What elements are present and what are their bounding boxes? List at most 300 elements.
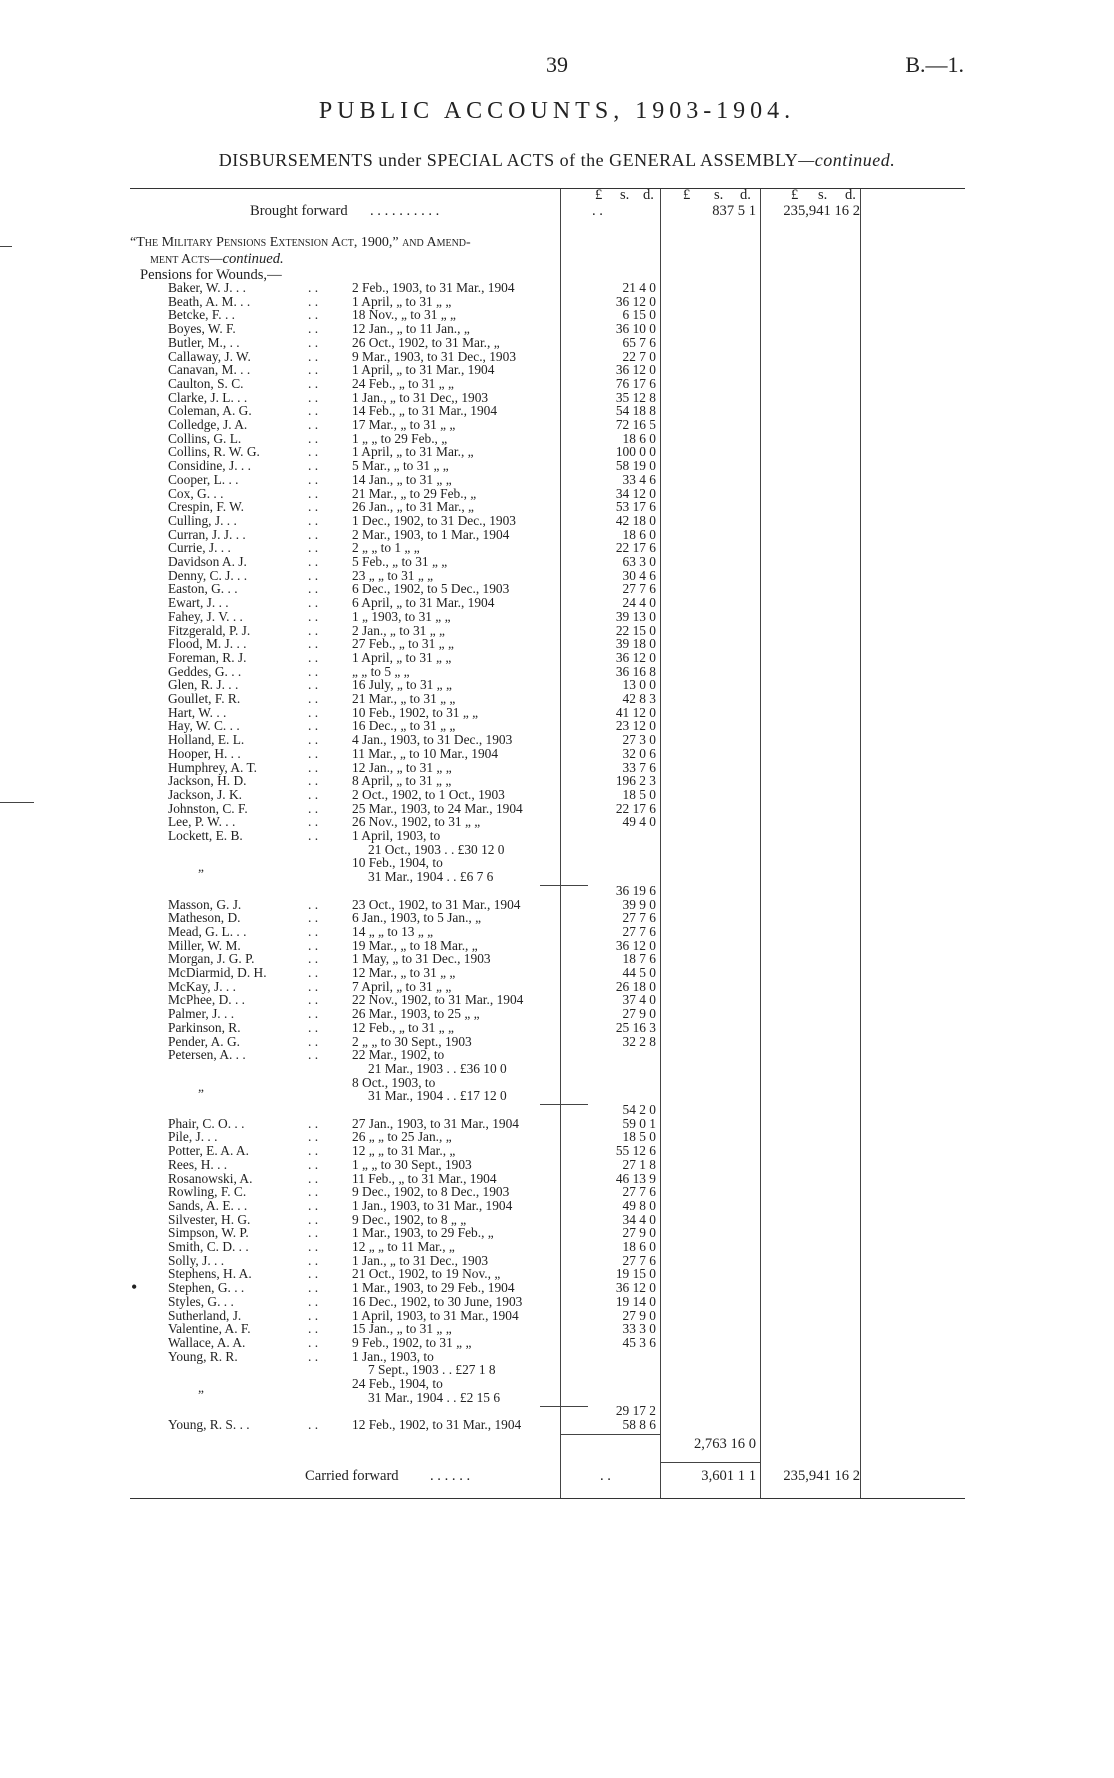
- pension-amount: 58 19 0: [615, 458, 656, 474]
- pensioner-name: Silvester, H. G.: [168, 1211, 251, 1227]
- row-dots: . .: [308, 1033, 319, 1049]
- pensioner-name: Clarke, J. L. . .: [168, 389, 248, 405]
- pensioner-name: McPhee, D. . .: [168, 992, 245, 1008]
- pensioner-name: Ewart, J. . .: [168, 595, 229, 611]
- subtotal: 2,763 16 0: [693, 1435, 756, 1452]
- carried-forward-col2: 3,601 1 1: [701, 1467, 756, 1484]
- pensioner-name: Considine, J. . .: [168, 458, 251, 474]
- margin-mark: [0, 802, 34, 803]
- pensioner-name: Phair, C. O. . .: [168, 1115, 245, 1131]
- pension-amount: 18 6 0: [622, 1239, 656, 1254]
- pensioner-name: Denny, C. J. . .: [168, 567, 248, 583]
- pension-period: 16 July, „ to 31 „ „: [352, 677, 452, 693]
- row-dots: . .: [308, 1047, 319, 1063]
- pension-amount: 44 5 0: [622, 965, 656, 980]
- pension-amount: 65 7 6: [622, 334, 656, 350]
- header-pounds: £: [791, 187, 799, 203]
- pension-amount: 72 16 5: [615, 417, 656, 432]
- pension-period: 9 Feb., 1902, to 31 „ „: [352, 1334, 472, 1350]
- row-dots: . .: [308, 663, 319, 679]
- pension-period: 1 „ 1903, to 31 „ „: [352, 608, 451, 624]
- pension-period: 1 April, 1903, to 31 Mar., 1904: [352, 1307, 519, 1323]
- pensioner-name: Baker, W. J. . .: [168, 280, 246, 295]
- row-dots: . .: [308, 389, 319, 405]
- row-dots: . .: [308, 1239, 319, 1254]
- row-dots: . .: [308, 334, 319, 350]
- ditto-mark: „: [198, 1380, 204, 1395]
- pension-period: 6 Dec., 1902, to 5 Dec., 1903: [352, 581, 510, 597]
- pensioner-name: Styles, G. . .: [168, 1293, 234, 1309]
- pensioner-name: Foreman, R. J.: [168, 649, 247, 665]
- pension-amount: 45 3 6: [622, 1334, 656, 1350]
- pension-period: 5 Mar., „ to 31 „ „: [352, 458, 449, 474]
- pensioner-name: Cooper, L. . .: [168, 471, 239, 487]
- pension-amount: 34 4 0: [622, 1211, 656, 1227]
- pension-period: 12 „ „ to 31 Mar., „: [352, 1143, 456, 1159]
- pension-amount: 33 7 6: [622, 759, 656, 775]
- pension-period: 26 Oct., 1902, to 31 Mar., „: [352, 334, 500, 350]
- pensioner-name: Easton, G. . .: [168, 581, 238, 597]
- pension-amount: 27 7 6: [622, 1184, 656, 1200]
- row-dots: . .: [308, 1197, 319, 1213]
- pensioner-name: Jackson, H. D.: [168, 773, 247, 789]
- pension-amount: 22 7 0: [622, 348, 656, 364]
- pensioner-name: Curran, J. J. . .: [168, 526, 246, 542]
- pensioner-name: Fahey, J. V. . .: [168, 608, 243, 624]
- pension-period: 1 Mar., 1903, to 29 Feb., „: [352, 1225, 494, 1241]
- pension-period: 26 „ „ to 25 Jan., „: [352, 1129, 452, 1145]
- pension-period: 1 Jan., 1903, to 31 Mar., 1904: [352, 1197, 513, 1213]
- pension-period: 6 April, „ to 31 Mar., 1904: [352, 595, 495, 611]
- pensioner-name: Sands, A. E. . .: [168, 1197, 248, 1213]
- row-dots: . .: [308, 458, 319, 474]
- margin-mark: [0, 246, 12, 247]
- row-dots: . .: [308, 1129, 319, 1145]
- pension-period: 1 Jan., „ to 31 Dec., 1903: [352, 1252, 489, 1268]
- pensioner-name: Humphrey, A. T.: [168, 759, 258, 775]
- pension-period: 21 Oct., 1902, to 19 Nov., „: [352, 1266, 501, 1282]
- pension-period: 1 April, 1903, to: [352, 828, 441, 843]
- pension-period: 26 Jan., „ to 31 Mar., „: [352, 499, 474, 515]
- header-shillings: s.: [620, 187, 630, 203]
- pension-period: 12 Jan., „ to 11 Jan., „: [352, 321, 470, 337]
- pensioner-name: Smith, C. D. . .: [168, 1239, 249, 1254]
- pensioner-name: Coleman, A. G.: [168, 403, 252, 419]
- pension-period: 1 Dec., 1902, to 31 Dec., 1903: [352, 512, 517, 528]
- pensioner-name: Callaway, J. W.: [168, 348, 251, 364]
- pensioner-name: Glen, R. J. . .: [168, 677, 239, 693]
- pension-period: 7 Sept., 1903 . . £27 1 8: [368, 1362, 496, 1378]
- pension-period: 27 Jan., 1903, to 31 Mar., 1904: [352, 1115, 520, 1131]
- row-dots: . .: [308, 1225, 319, 1241]
- row-dots: . .: [308, 1143, 319, 1159]
- row-dots: . .: [308, 595, 319, 611]
- pension-amount: 55 12 6: [615, 1143, 656, 1159]
- row-dots: . .: [308, 307, 319, 323]
- pensioner-name: Cox, G. . .: [168, 485, 224, 501]
- row-dots: . .: [308, 1417, 319, 1433]
- pensioner-name: Caulton, S. C.: [168, 375, 244, 391]
- pension-period: 11 Mar., „ to 10 Mar., 1904: [352, 745, 499, 761]
- row-dots: . .: [308, 677, 319, 693]
- row-dots: . .: [308, 512, 319, 528]
- pension-period: 21 Mar., 1903 . . £36 10 0: [368, 1060, 507, 1076]
- pension-period: 10 Feb., 1902, to 31 „ „: [352, 704, 479, 720]
- pension-period: 9 Dec., 1902, to 8 „ „: [352, 1211, 467, 1227]
- pension-amount: 27 9 0: [622, 1225, 656, 1241]
- pension-period: 24 Feb., 1904, to: [352, 1376, 443, 1391]
- pension-period: 1 Jan., „ to 31 Dec,, 1903: [352, 389, 489, 405]
- row-dots: . .: [308, 348, 319, 364]
- pension-amount: 36 12 0: [615, 937, 656, 953]
- pensioner-name: Collins, G. L.: [168, 430, 242, 446]
- row-dots: . .: [308, 362, 319, 378]
- row-dots: . .: [308, 321, 319, 337]
- pension-period: 1 Mar., 1903, to 29 Feb., 1904: [352, 1280, 515, 1296]
- pension-period: 22 Mar., 1902, to: [352, 1047, 445, 1063]
- row-dots: . .: [308, 691, 319, 706]
- page-title: PUBLIC ACCOUNTS, 1903-1904.: [318, 98, 796, 124]
- pensioner-name: Morgan, J. G. P.: [168, 951, 255, 967]
- pension-amount: 36 19 6: [615, 882, 656, 898]
- ledger-table: [130, 188, 965, 1499]
- pension-period: 2 „ „ to 1 „ „: [352, 540, 420, 556]
- header-pounds: £: [595, 187, 603, 203]
- pensioner-name: Currie, J. . .: [168, 540, 231, 556]
- pensioner-name: Stephen, G. . .: [168, 1280, 245, 1296]
- pension-amount: 6 15 0: [622, 307, 656, 323]
- column-rule: [760, 189, 761, 1498]
- column-rule: [860, 189, 861, 1498]
- pensioner-name: Lockett, E. B.: [168, 828, 243, 843]
- row-dots: . .: [308, 828, 319, 843]
- pension-amount: 100 0 0: [615, 444, 656, 460]
- pension-amount: 27 7 6: [622, 923, 656, 939]
- pension-period: 1 Jan., 1903, to: [352, 1348, 434, 1364]
- row-dots: . .: [308, 923, 319, 939]
- pension-period: 8 Oct., 1903, to: [352, 1074, 436, 1090]
- row-dots: . .: [308, 1184, 319, 1200]
- pension-period: 2 „ „ to 30 Sept., 1903: [352, 1033, 472, 1049]
- carried-forward-col3: 235,941 16 2: [783, 1467, 860, 1484]
- pension-period: 2 Oct., 1902, to 1 Oct., 1903: [352, 786, 505, 802]
- pension-amount: 22 15 0: [615, 622, 656, 638]
- pensioner-name: Stephens, H. A.: [168, 1266, 252, 1282]
- row-dots: . .: [308, 581, 319, 597]
- pension-amount: 27 9 0: [622, 1307, 656, 1323]
- pensioner-name: Rees, H. . .: [168, 1156, 228, 1172]
- pension-period: 10 Feb., 1904, to: [352, 855, 443, 871]
- row-dots: . .: [308, 1211, 319, 1227]
- pension-amount: 18 5 0: [622, 786, 656, 802]
- section-heading-acts: ment Acts: [150, 252, 210, 267]
- pension-amount: 39 13 0: [615, 608, 656, 624]
- row-dots: . .: [308, 608, 319, 624]
- pension-period: „ „ to 5 „ „: [352, 663, 410, 679]
- pension-amount: 58 8 6: [622, 1417, 656, 1433]
- pension-amount: 19 14 0: [615, 1293, 656, 1309]
- pensioner-name: Jackson, J. K.: [168, 786, 243, 802]
- pension-amount: 54 18 8: [615, 403, 656, 419]
- pensioner-name: Wallace, A. A.: [168, 1334, 246, 1350]
- column-rule: [660, 189, 661, 1498]
- row-dots: . .: [308, 485, 319, 501]
- row-dots: . .: [308, 499, 319, 515]
- row-dots: . .: [308, 718, 319, 734]
- pensioner-name: McKay, J. . .: [168, 978, 236, 994]
- header-pounds: £: [683, 187, 691, 203]
- brought-forward-leader: . . . . . . . . . .: [370, 203, 440, 219]
- pensioner-name: Sutherland, J.: [168, 1307, 242, 1323]
- row-dots: . .: [308, 649, 319, 665]
- pensioner-name: Miller, W. M.: [168, 937, 241, 953]
- header-pence: d.: [643, 187, 654, 203]
- page-number: 39: [546, 52, 568, 77]
- ditto-mark: „: [198, 1078, 204, 1094]
- brought-forward-col1: . .: [592, 203, 603, 219]
- pension-amount: 18 6 0: [622, 430, 656, 446]
- row-dots: . .: [308, 1156, 319, 1172]
- pension-period: 9 Dec., 1902, to 8 Dec., 1903: [352, 1184, 510, 1200]
- margin-dot: •: [131, 1277, 138, 1297]
- row-dots: . .: [308, 567, 319, 583]
- pension-amount: 27 7 6: [622, 1252, 656, 1268]
- row-dots: . .: [308, 444, 319, 460]
- pension-period: 16 Dec., „ to 31 „ „: [352, 718, 456, 734]
- pension-period: 21 Mar., „ to 29 Feb., „: [352, 485, 477, 501]
- pension-amount: 42 8 3: [622, 691, 656, 706]
- subtitle-text: DISBURSEMENTS under SPECIAL ACTS of the GENERAL ASSEMBLY: [218, 150, 799, 170]
- pensioner-name: Culling, J. . .: [168, 512, 237, 528]
- pensioner-name: Flood, M. J. . .: [168, 636, 247, 652]
- pensioner-name: Solly, J. . .: [168, 1252, 225, 1268]
- pension-amount: 42 18 0: [615, 512, 656, 528]
- pension-amount: 41 12 0: [615, 704, 656, 720]
- pension-amount: 36 12 0: [615, 1280, 656, 1296]
- row-dots: . .: [308, 773, 319, 789]
- pensioner-name: Pender, A. G.: [168, 1033, 240, 1049]
- header-pence: d.: [845, 187, 856, 203]
- pension-period: 17 Mar., „ to 31 „ „: [352, 417, 456, 432]
- pension-amount: 46 13 9: [615, 1170, 656, 1186]
- row-dots: . .: [308, 965, 319, 980]
- pension-amount: 36 10 0: [615, 321, 656, 337]
- header-pence: d.: [740, 187, 751, 203]
- row-dots: . .: [308, 992, 319, 1008]
- pensioner-name: Parkinson, R.: [168, 1019, 241, 1035]
- pension-period: 25 Mar., 1903, to 24 Mar., 1904: [352, 800, 523, 816]
- row-dots: . .: [308, 910, 319, 926]
- pension-amount: 196 2 3: [615, 773, 656, 789]
- pension-amount: 32 2 8: [622, 1033, 656, 1049]
- pensioner-name: Potter, E. A. A.: [168, 1143, 249, 1159]
- pension-period: 4 Jan., 1903, to 31 Dec., 1903: [352, 732, 513, 748]
- pension-amount: 18 7 6: [622, 951, 656, 967]
- pensioner-name: Lee, P. W. . .: [168, 814, 236, 830]
- row-dots: . .: [308, 636, 319, 652]
- pensioner-name: Petersen, A. . .: [168, 1047, 246, 1063]
- section-heading: “The Military Pensions Extension Act, 1900,” and Amend-: [130, 235, 471, 250]
- pension-period: 12 Feb., „ to 31 „ „: [352, 1019, 454, 1035]
- pension-amount: 26 18 0: [615, 978, 656, 994]
- pensioner-name: Butler, M., . .: [168, 334, 240, 350]
- pension-period: 31 Mar., 1904 . . £17 12 0: [368, 1088, 507, 1104]
- section-heading-continued: —continued.: [209, 251, 284, 267]
- pension-period: 1 April, „ to 31 „ „: [352, 649, 452, 665]
- pensioner-name: Young, R. R.: [168, 1348, 238, 1364]
- pension-amount: 27 3 0: [622, 732, 656, 748]
- row-dots: . .: [308, 704, 319, 720]
- pension-amount: 23 12 0: [615, 718, 656, 734]
- row-dots: . .: [308, 293, 319, 309]
- row-dots: . .: [308, 814, 319, 830]
- pensioner-name: Canavan, M. . .: [168, 362, 251, 378]
- pension-period: 8 April, „ to 31 „ „: [352, 773, 452, 789]
- row-dots: . .: [308, 951, 319, 967]
- pensioner-name: McDiarmid, D. H.: [168, 965, 267, 980]
- row-dots: . .: [308, 896, 319, 912]
- row-dots: . .: [308, 403, 319, 419]
- pension-period: 1 April, „ to 31 Mar., 1904: [352, 362, 495, 378]
- row-dots: . .: [308, 554, 319, 569]
- row-dots: . .: [308, 526, 319, 542]
- row-dots: . .: [308, 800, 319, 816]
- pensioner-name: Valentine, A. F.: [168, 1321, 251, 1337]
- pension-amount: 27 7 6: [622, 910, 656, 926]
- pension-amount: 33 4 6: [622, 471, 656, 487]
- pension-period: 14 Feb., „ to 31 Mar., 1904: [352, 403, 498, 419]
- row-dots: . .: [308, 1019, 319, 1035]
- pensioner-name: Young, R. S. . .: [168, 1417, 250, 1433]
- pension-period: 16 Dec., 1902, to 30 June, 1903: [352, 1293, 523, 1309]
- pension-amount: 54 2 0: [622, 1102, 656, 1117]
- pension-period: 23 Oct., 1902, to 31 Mar., 1904: [352, 896, 521, 912]
- row-dots: . .: [308, 430, 319, 446]
- row-dots: . .: [308, 280, 319, 295]
- pensioner-name: Johnston, C. F.: [168, 800, 248, 816]
- pension-amount: 36 12 0: [615, 649, 656, 665]
- pension-period: 2 Feb., 1903, to 31 Mar., 1904: [352, 280, 515, 295]
- pension-amount: 49 4 0: [622, 814, 656, 830]
- carried-forward-label: Carried forward: [305, 1467, 399, 1484]
- row-dots: . .: [308, 1170, 319, 1186]
- pensioner-name: Palmer, J. . .: [168, 1006, 235, 1022]
- carried-forward-leader: . . . . . .: [430, 1467, 471, 1484]
- pension-period: 12 Mar., „ to 31 „ „: [352, 965, 456, 980]
- pensioner-name: Rowling, F. C.: [168, 1184, 247, 1200]
- pension-amount: 29 17 2: [615, 1403, 656, 1419]
- pension-period: 26 Mar., 1903, to 25 „ „: [352, 1006, 480, 1022]
- pension-period: 1 April, „ to 31 Mar., „: [352, 444, 474, 460]
- pension-amount: 63 3 0: [622, 554, 656, 569]
- row-dots: . .: [308, 1280, 319, 1296]
- pensioner-name: Rosanowski, A.: [168, 1170, 253, 1186]
- pensioner-name: Mead, G. L. . .: [168, 923, 247, 939]
- pensioner-name: Simpson, W. P.: [168, 1225, 249, 1241]
- pensioner-name: Beath, A. M. . .: [168, 293, 251, 309]
- pensioner-name: Hay, W. C. . .: [168, 718, 240, 734]
- pension-period: 12 Feb., 1902, to 31 Mar., 1904: [352, 1417, 522, 1433]
- pension-amount: 25 16 3: [615, 1019, 656, 1035]
- pension-period: 2 Jan., „ to 31 „ „: [352, 622, 445, 638]
- pensioner-name: Colledge, J. A.: [168, 417, 248, 432]
- pension-period: 31 Mar., 1904 . . £6 7 6: [368, 869, 494, 885]
- row-dots: . .: [308, 1334, 319, 1350]
- pensioner-name: Boyes, W. F.: [168, 321, 236, 337]
- pensioner-name: Geddes, G. . .: [168, 663, 242, 679]
- pension-period: 18 Nov., „ to 31 „ „: [352, 307, 456, 323]
- page-reference: B.—1.: [905, 52, 964, 77]
- row-dots: . .: [308, 540, 319, 556]
- row-dots: . .: [308, 417, 319, 432]
- pensioner-name: Davidson A. J.: [168, 554, 247, 569]
- header-shillings: s.: [818, 187, 828, 203]
- pension-amount: 21 4 0: [622, 280, 656, 295]
- header-shillings: s.: [714, 187, 724, 203]
- section-heading-line2: [150, 251, 284, 268]
- pension-amount: 27 7 6: [622, 581, 656, 597]
- row-dots: . .: [308, 937, 319, 953]
- pension-period: 1 „ „ to 30 Sept., 1903: [352, 1156, 472, 1172]
- ditto-mark: „: [198, 859, 204, 875]
- pension-amount: 27 1 8: [622, 1156, 656, 1172]
- pension-period: 12 „ „ to 11 Mar., „: [352, 1239, 455, 1254]
- pension-period: 21 Oct., 1903 . . £30 12 0: [368, 841, 505, 857]
- pension-amount: 37 4 0: [622, 992, 656, 1008]
- row-dots: . .: [308, 1252, 319, 1268]
- pension-amount: 33 3 0: [622, 1321, 656, 1337]
- pension-period: 7 April, „ to 31 „ „: [352, 978, 452, 994]
- brought-forward-col3: 235,941 16 2: [783, 203, 860, 219]
- row-dots: . .: [308, 1321, 319, 1337]
- pension-amount: 76 17 6: [615, 375, 656, 391]
- pension-period: 9 Mar., 1903, to 31 Dec., 1903: [352, 348, 517, 364]
- pension-period: 15 Jan., „ to 31 „ „: [352, 1321, 452, 1337]
- row-dots: . .: [308, 1266, 319, 1282]
- pensioner-name: Crespin, F. W.: [168, 499, 244, 515]
- pension-amount: 19 15 0: [615, 1266, 656, 1282]
- pensioner-name: Hooper, H. . .: [168, 745, 241, 761]
- pension-period: 22 Nov., 1902, to 31 Mar., 1904: [352, 992, 524, 1008]
- pension-period: 1 April, „ to 31 „ „: [352, 293, 452, 309]
- pension-amount: 32 0 6: [622, 745, 656, 761]
- pension-amount: 22 17 6: [615, 540, 656, 556]
- pension-amount: 36 12 0: [615, 362, 656, 378]
- pension-amount: 18 5 0: [622, 1129, 656, 1145]
- subheading: Pensions for Wounds,—: [140, 267, 282, 283]
- page-subtitle: [0, 150, 1114, 171]
- pensioner-name: Matheson, D.: [168, 910, 241, 926]
- brought-forward-col2: 837 5 1: [712, 203, 756, 219]
- pension-amount: 49 8 0: [622, 1197, 656, 1213]
- pension-amount: 36 12 0: [615, 293, 656, 309]
- pension-amount: 35 12 8: [615, 389, 656, 405]
- pension-period: 21 Mar., „ to 31 „ „: [352, 691, 456, 706]
- pension-amount: 53 17 6: [615, 499, 656, 515]
- row-dots: . .: [308, 732, 319, 748]
- pension-period: 24 Feb., „ to 31 „ „: [352, 375, 454, 391]
- pension-amount: 39 9 0: [622, 896, 656, 912]
- pension-period: 14 „ „ to 13 „ „: [352, 923, 434, 939]
- row-dots: . .: [308, 978, 319, 994]
- pension-amount: 36 16 8: [615, 663, 656, 679]
- subtitle-continued: —continued.: [798, 150, 896, 170]
- pension-amount: 13 0 0: [622, 677, 656, 693]
- pensioner-name: Goullet, F. R.: [168, 691, 241, 706]
- pension-amount: 39 18 0: [615, 636, 656, 652]
- pension-amount: 24 4 0: [622, 595, 656, 611]
- pension-period: 14 Jan., „ to 31 „ „: [352, 471, 452, 487]
